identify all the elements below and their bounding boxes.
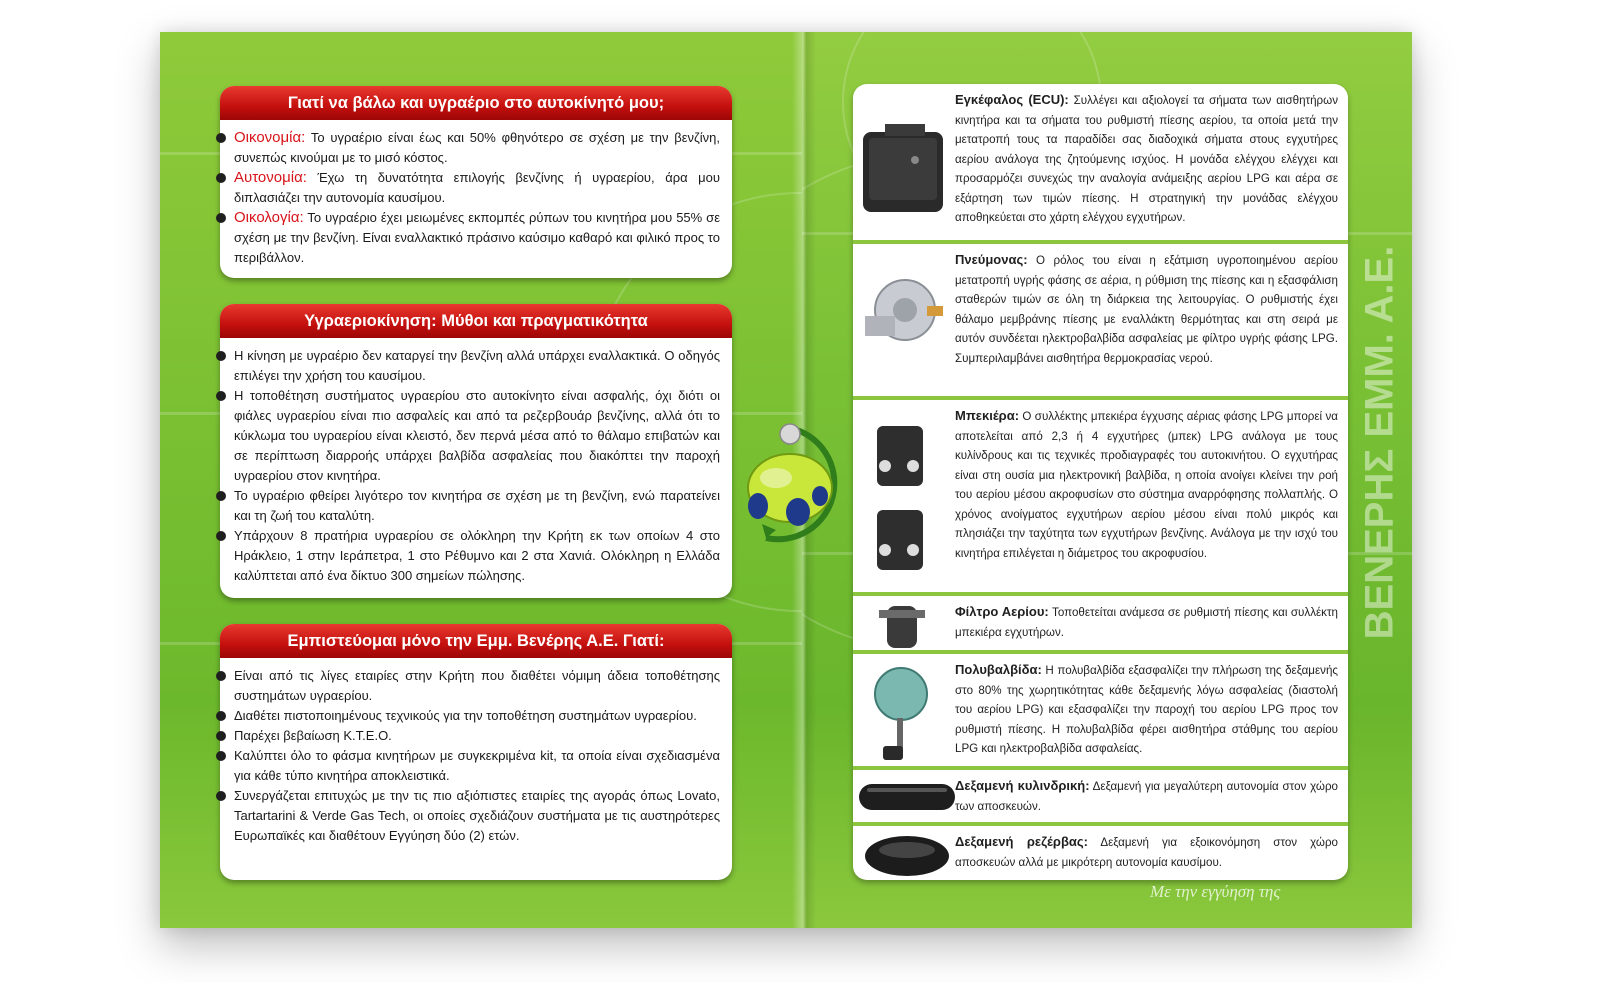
bullet-icon: [216, 213, 226, 223]
why-lpg-box: [220, 86, 732, 278]
bullet-icon: [216, 391, 226, 401]
list-item: Είναι από τις λίγες εταιρίες στην Κρήτη που διαθέτει νόμιμη άδεια τοποθέτησης συστημάτων υγραερίου.: [234, 666, 720, 706]
bullet-icon: [216, 491, 226, 501]
bullet-icon: [216, 173, 226, 183]
bullet-icon: [216, 711, 226, 721]
component-row: Δεξαμενή ρεζέρβας: Δεξαμενή για εξοικονόμηση στον χώρο αποσκευών αλλά με μικρότερη αυτονομία καυσίμου.: [853, 826, 1348, 880]
myths-box: [220, 304, 732, 598]
signature-text: Με την εγγύηση της: [1150, 882, 1281, 901]
list-item: Υπάρχουν 8 πρατήρια υγραερίου σε ολόκληρη την Κρήτη εκ των οποίων 4 στο Ηράκλειο, 1 στην Ιεράπετρα, 1 στο Ρέθυμνο και 2 στα Χανιά. Ολόκληρη η Ελλάδα καλύπτεται από ένα δίκτυο 300 σημείων πώλησης.: [234, 526, 720, 586]
vertical-brand: ΒΕΝΕΡΗΣ ΕΜΜ. Α.Ε.: [1357, 245, 1402, 640]
pressure-regulator-icon: [857, 250, 947, 384]
list-item: Συνεργάζεται επιτυχώς με την τις πιο αξιόπιστες εταιρίες της αγοράς όπως Lovato, Tartartarini & Verde Gas Tech, οι οποίες σχεδιάζουν συστήματα με τις αυστηρότερες Ευρωπαϊκές και διαθέτουν Εγγύηση δύο (2) ετών.: [234, 786, 720, 846]
list-item: Παρέχει βεβαίωση Κ.Τ.Ε.Ο.: [234, 726, 720, 746]
list-item: Η κίνηση με υγραέριο δεν καταργεί την βενζίνη αλλά υπάρχει εναλλακτικά. Ο οδηγός επιλέγει την χρήση του καυσίμου.: [234, 346, 720, 386]
list-item: Οικολογία: Το υγραέριο έχει μειωμένες εκπομπές ρύπων του κινητήρα μου 55% σε σχέση με την βενζίνη. Είναι εναλλακτικό πράσινο καύσιμο καθαρό και φιλικό προς το περιβάλλον.: [234, 208, 720, 268]
box-title: Γιατί να βάλω και υγραέριο στο αυτοκίνητό μου;: [220, 86, 732, 120]
component-row: Μπεκιέρα: Ο συλλέκτης μπεκιέρα έγχυσης αέριας φάσης LPG μπορεί να αποτελείται από 2,3 ή 4 εγχυτήρες (μπεκ) LPG ανάλογα με τους κυλίνδρους και τις τεχνικές προδιαγραφές του αυτοκινήτου. Ο εγχυτήρας είναι στη ουσία μια ηλεκτρονική βαλβίδα, η οποία ανοίγει κλείνει την ροή του αερίου μέσου ακροφυσίων στο σύστημα αναρρόφησης πολλαπλής. Ο χρόνος ανοίγματος εγχυτήρων αερίου μέσου είναι πολύ μικρός και πλησιάζει την ταχύτητα των εγχυτήρων βενζίνης. Ανάλογα με την ισχύ του κινητήρα επιλέγεται η διάμετρος του ακροφυσίου.: [853, 400, 1348, 596]
bullet-icon: [216, 531, 226, 541]
bullet-icon: [216, 731, 226, 741]
list-item: Η τοποθέτηση συστήματος υγραερίου στο αυτοκίνητο είναι ασφαλής, όχι διότι οι φιάλες υγραερίου είναι πιο ασφαλείς και από τα ρεζερβουάρ βενζίνης, αλλά ότι το κύκλωμα του υγραερίου είναι κλειστό, δεν περνά μέσα από το θάλαμο επιβατών και σε περίπτωση διαρροής υπάρχει βαλβίδα ασφαλείας που διακόπτει την παροχή υγραερίου στον κινητήρα.: [234, 386, 720, 486]
bullet-icon: [216, 751, 226, 761]
multivalve-icon: [857, 660, 947, 768]
ecu-unit-icon: [857, 90, 947, 224]
list-item: Οικονομία: Το υγραέριο είναι έως και 50% φθηνότερο σε σχέση με την βενζίνη, συνεπώς κινούμαι με το μισό κόστος.: [234, 128, 720, 168]
injector-rail-icon: [857, 406, 947, 590]
toroidal-tank-icon: [857, 832, 947, 882]
box-title: Υγραεριοκίνηση: Μύθοι και πραγματικότητα: [220, 304, 732, 338]
component-row: Δεξαμενή κυλινδρική: Δεξαμενή για μεγαλύτερη αυτονομία στον χώρο των αποσκευών.: [853, 770, 1348, 826]
trust-box: [220, 624, 732, 880]
gas-filter-icon: [857, 602, 947, 656]
box-title: Εμπιστεύομαι μόνο την Εμμ. Βενέρης Α.Ε. Γιατί:: [220, 624, 732, 658]
component-row: Φίλτρο Αερίου: Τοποθετείται ανάμεσα σε ρυθμιστή πίεσης και συλλέκτη μπεκιέρα εγχυτήρων.: [853, 596, 1348, 654]
lpg-car-logo-icon: [736, 420, 844, 550]
vertical-title: Τοποθέτηση Υγραερίου: [8, 157, 81, 779]
components-box: [853, 84, 1348, 880]
bullet-icon: [216, 351, 226, 361]
list-item: Αυτονομία: Έχω τη δυνατότητα επιλογής βενζίνης ή υγραερίου, άρα μου διπλασιάζει την αυτονομία καυσίμου.: [234, 168, 720, 208]
cylinder-tank-icon: [857, 776, 947, 820]
list-item: Διαθέτει πιστοποιημένους τεχνικούς για την τοποθέτηση συστημάτων υγραερίου.: [234, 706, 720, 726]
list-item: Το υγραέριο φθείρει λιγότερο τον κινητήρα σε σχέση με τη βενζίνη, ενώ παρατείνει και τη ζωή του καταλύτη.: [234, 486, 720, 526]
component-row: Πολυβαλβίδα: Η πολυβαλβίδα εξασφαλίζει την πλήρωση της δεξαμενής στο 80% της χωρητικότητας κάθε δεξαμενής λόγω ασφαλείας (διαστολή του αερίου LPG) και εξασφαλίζει την παροχή του αερίου LPG προς τον ρυθμιστή πίεσης. Η πολυβαλβίδα φέρει αισθητήρα στάθμης του αερίου LPG και ηλεκτροβαλβίδα ασφαλείας.: [853, 654, 1348, 770]
bullet-icon: [216, 671, 226, 681]
bullet-icon: [216, 133, 226, 143]
list-item: Καλύπτει όλο το φάσμα κινητήρων με συγκεκριμένα kit, τα οποία είναι σχεδιασμένα για κάθε τύπο κινητήρα αποκλειστικά.: [234, 746, 720, 786]
component-row: Εγκέφαλος (ECU): Συλλέγει και αξιολογεί τα σήματα των αισθητήρων κινητήρα και τα σήματα του ρυθμιστή πίεσης αερίου, τα οποία μετά την μετατροπή τους τα παραδίδει σας διαδοχικά σήματα στους εγχυτήρες αερίου ανάλογα της ζητούμενης ισχύος. Η μονάδα ελέγχου ελέγχει και προσαρμόζει συνεχώς την αναλογία ανάμειξης αερίου LPG και αέρα σε εξάρτηση των τιμών πίεσης. Η στρατηγική την μονάδας ελέγχου αποθηκεύεται στο χάρτη ελέγχου εγχυτήρων.: [853, 84, 1348, 244]
bullet-icon: [216, 791, 226, 801]
component-row: Πνεύμονας: Ο ρόλος του είναι η εξάτμιση υγροποιημένου αερίου μετατροπή υγρής φάσης σε αέρια, η ρύθμιση της πίεσης και η εξασφάλιση σταθερών τιμών σε όλη τη διάρκεια της λειτουργίας. Ο ρυθμιστής έχει θάλαμο μεμβράνης πίεσης με εναλλάκτη θερμότητας και στη σειρά με αυτόν συνδέεται ηλεκτροβαλβίδα ασφαλείας με φίλτρο υγρής φάσης LPG. Συμπεριλαμβάνει αισθητήρα θερμοκρασίας νερού.: [853, 244, 1348, 400]
